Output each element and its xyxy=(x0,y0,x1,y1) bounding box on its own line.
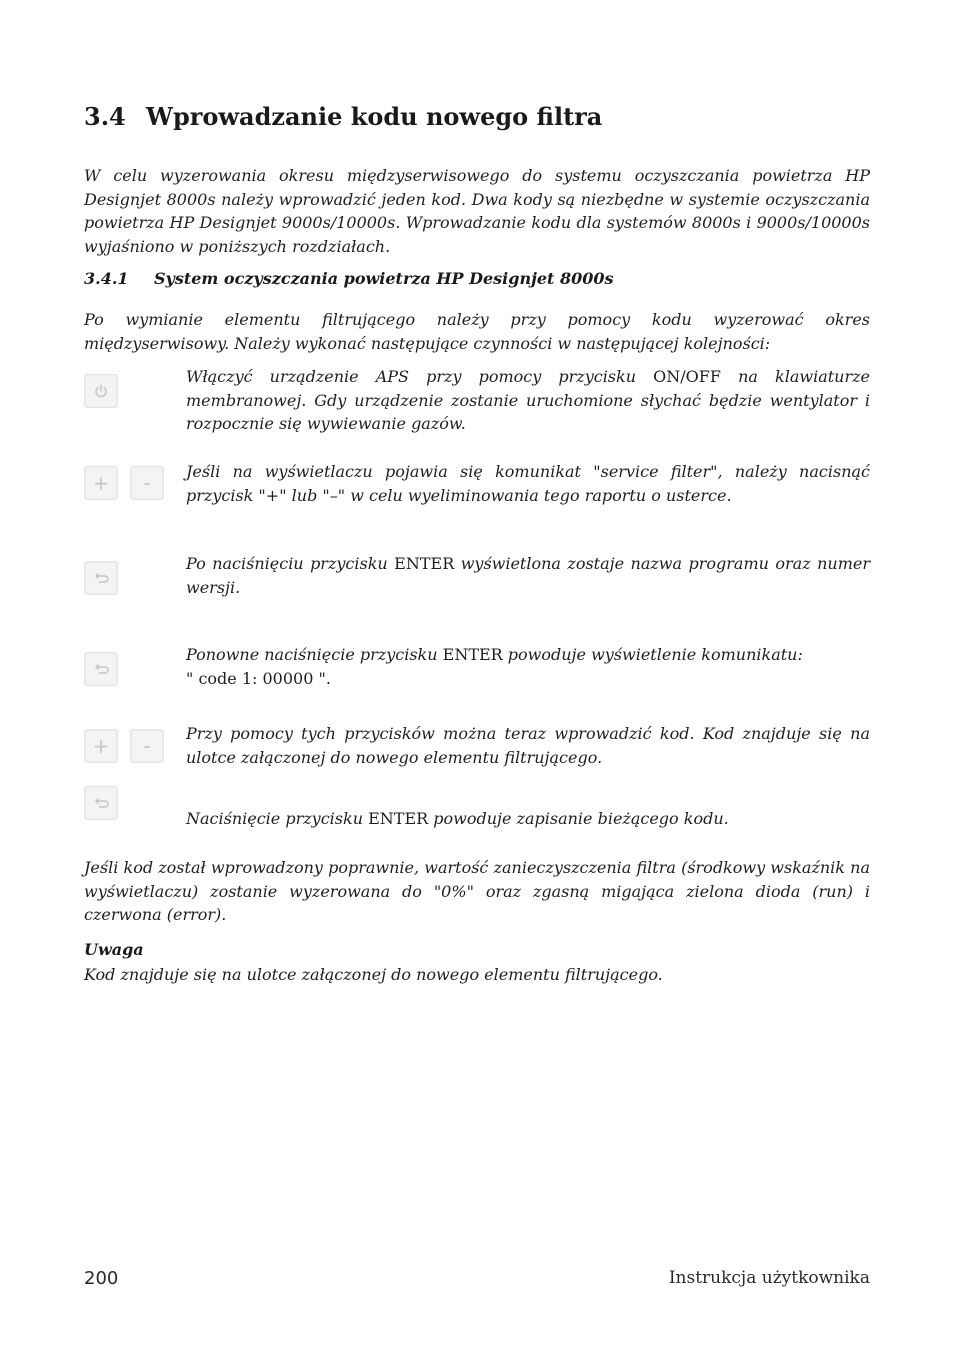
step-5-buttons xyxy=(84,729,174,769)
enter-icon xyxy=(84,561,118,595)
step-1-text: Włączyć urządzenie APS przy pomocy przycisku ON/OFF na klawiaturze membranowej. Gdy urządzenie zostanie uruchomione słychać będzie wentylator i rozpocznie się wywiewanie gazów. xyxy=(186,367,871,433)
subsection-heading xyxy=(84,269,614,288)
lead-paragraph: Po wymianie elementu filtrującego należy przy pomocy kodu wyzerować okres międzyserwisowy. Należy wykonać następujące czynności w następującej kolejności: xyxy=(84,310,870,353)
section-number: 3.4 xyxy=(84,102,126,131)
step-6-buttons xyxy=(84,786,174,826)
section-title: Wprowadzanie kodu nowego filtra xyxy=(146,102,603,131)
power-icon xyxy=(84,374,118,408)
step-4-buttons xyxy=(84,652,174,692)
page-number: 200 xyxy=(84,1268,119,1289)
note-heading: Uwaga xyxy=(84,940,144,959)
step-3-buttons xyxy=(84,561,174,601)
step-2-text: Jeśli na wyświetlaczu pojawia się komunikat "service filter", należy nacisnąć przycisk "+" lub "–" w celu wyeliminowania tego raportu o usterce. xyxy=(186,462,870,505)
enter-icon xyxy=(84,652,118,686)
key-label: ENTER xyxy=(442,645,503,664)
minus-icon: - xyxy=(130,729,164,763)
step-2-buttons xyxy=(84,466,174,506)
step-3-text: Po naciśnięciu przycisku ENTER wyświetlona zostaje nazwa programu oraz numer wersji. xyxy=(186,554,870,597)
step-1-buttons xyxy=(84,374,174,414)
minus-icon: - xyxy=(130,466,164,500)
step-5-text: Przy pomocy tych przycisków można teraz wprowadzić kod. Kod znajduje się na ulotce załączonej do nowego elementu filtrującego. xyxy=(186,724,870,767)
intro-paragraph: W celu wyzerowania okresu międzyserwisowego do systemu oczyszczania powietrza HP Designjet 8000s należy wprowadzić jeden kod. Dwa kody są niezbędne w systemie oczyszczania powietrza HP Designjet 9000s/10000s. Wprowadzanie kodu dla systemów 8000s i 9000s/10000s wyjaśniono w poniższych rozdziałach. xyxy=(84,166,870,256)
step-6-text: Naciśnięcie przycisku ENTER powoduje zapisanie bieżącego kodu. xyxy=(186,809,729,828)
footer-title: Instrukcja użytkownika xyxy=(668,1268,870,1288)
step-4-text: Ponowne naciśnięcie przycisku ENTER powoduje wyświetlenie komunikatu: " code 1: 00000 ". xyxy=(186,645,803,688)
note-text: Kod znajduje się na ulotce załączonej do nowego elementu filtrującego. xyxy=(84,965,663,984)
subsection-number: 3.4.1 xyxy=(84,269,129,288)
result-paragraph: Jeśli kod został wprowadzony poprawnie, wartość zanieczyszczenia filtra (środkowy wskaźnik na wyświetlaczu) zostanie wyzerowana do "0%" oraz zgasną migająca zielona dioda (run) i czerwona (error). xyxy=(84,858,870,924)
key-label: ON/OFF xyxy=(653,367,721,386)
plus-icon: + xyxy=(84,729,118,763)
enter-icon xyxy=(84,786,118,820)
code-display: " code 1: 00000 ". xyxy=(186,668,331,688)
key-label: ENTER xyxy=(394,554,455,573)
section-heading xyxy=(84,102,602,131)
key-label: ENTER xyxy=(368,809,429,828)
subsection-title: System oczyszczania powietrza HP Designjet 8000s xyxy=(154,269,614,288)
plus-icon: + xyxy=(84,466,118,500)
document-page xyxy=(84,0,870,1350)
